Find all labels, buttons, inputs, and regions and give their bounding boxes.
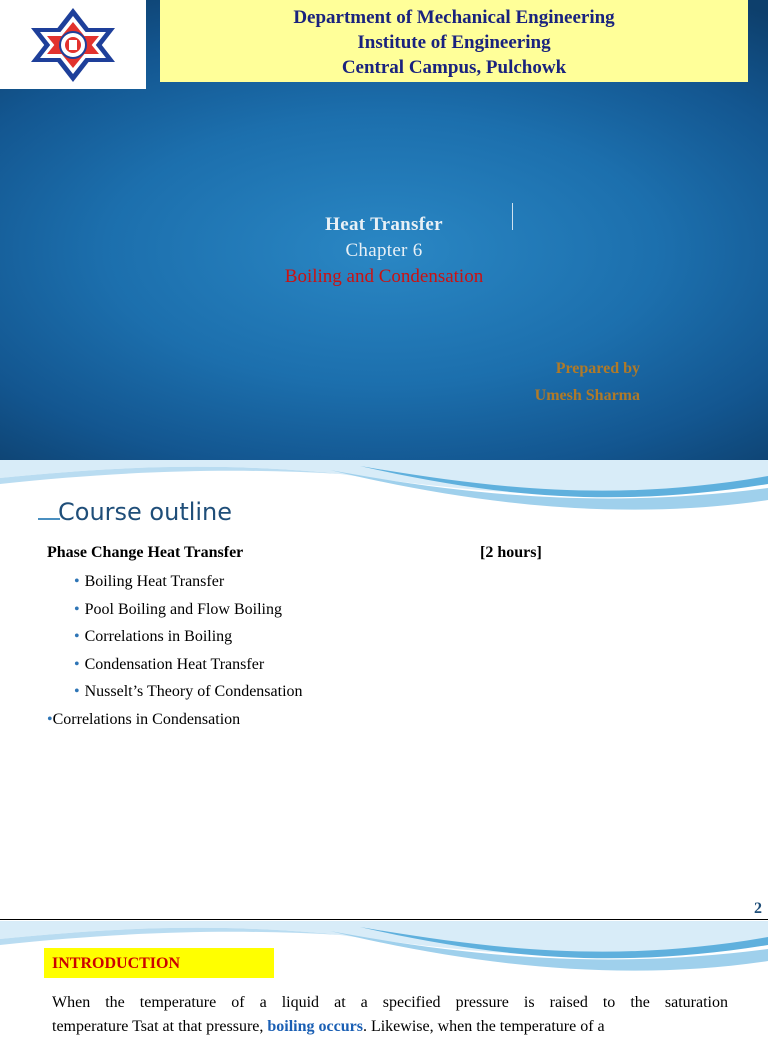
outline-list [47, 570, 303, 736]
author-name: Umesh Sharma [534, 387, 640, 404]
bullet-icon: • [74, 683, 80, 701]
page-number: 2 [754, 900, 762, 917]
bullet-icon: • [74, 628, 80, 646]
list-item: •Correlations in Condensation [47, 710, 241, 728]
prepared-by-label: Prepared by [555, 360, 640, 377]
bullet-icon: • [74, 573, 80, 590]
list-item: • Pool Boiling and Flow Boiling [74, 600, 282, 618]
intro-paragraph-line2: temperature Tsat at that pressure, boiling occurs. Likewise, when the temperature of a [52, 1018, 605, 1035]
university-logo [0, 0, 146, 89]
course-outline-slide [0, 460, 768, 920]
bullet-icon: • [74, 655, 80, 673]
chapter-title: Chapter 6 [345, 240, 423, 261]
chapter-subtitle: Boiling and Condensation [284, 266, 484, 287]
highlighted-term: boiling occurs [267, 1018, 363, 1035]
bullet-icon: • [47, 710, 53, 728]
course-title: Heat Transfer [325, 214, 443, 235]
title-accent-line [38, 518, 60, 520]
introduction-slide [0, 921, 768, 1035]
institution-header [160, 0, 748, 82]
slide-divider [0, 919, 768, 920]
list-item: • Boiling Heat Transfer [74, 573, 225, 590]
section-label: INTRODUCTION [52, 955, 181, 972]
university-seal-icon [0, 0, 146, 89]
institute-name: Institute of Engineering [357, 32, 551, 53]
list-item: • Nusselt’s Theory of Condensation [74, 683, 303, 701]
list-item: • Correlations in Boiling [74, 628, 233, 646]
campus-name: Central Campus, Pulchowk [341, 57, 567, 78]
title-slide [0, 0, 768, 460]
intro-paragraph-line1: When the temperature of a liquid at a specified pressure is raised to the saturation [52, 994, 728, 1011]
list-item: • Condensation Heat Transfer [74, 655, 265, 673]
topic-hours: [2 hours] [480, 544, 542, 561]
bullet-icon: • [74, 600, 80, 618]
slide-title: Course outline [58, 498, 233, 526]
topic-heading: Phase Change Heat Transfer [47, 544, 244, 561]
department-name: Department of Mechanical Engineering [293, 7, 615, 28]
